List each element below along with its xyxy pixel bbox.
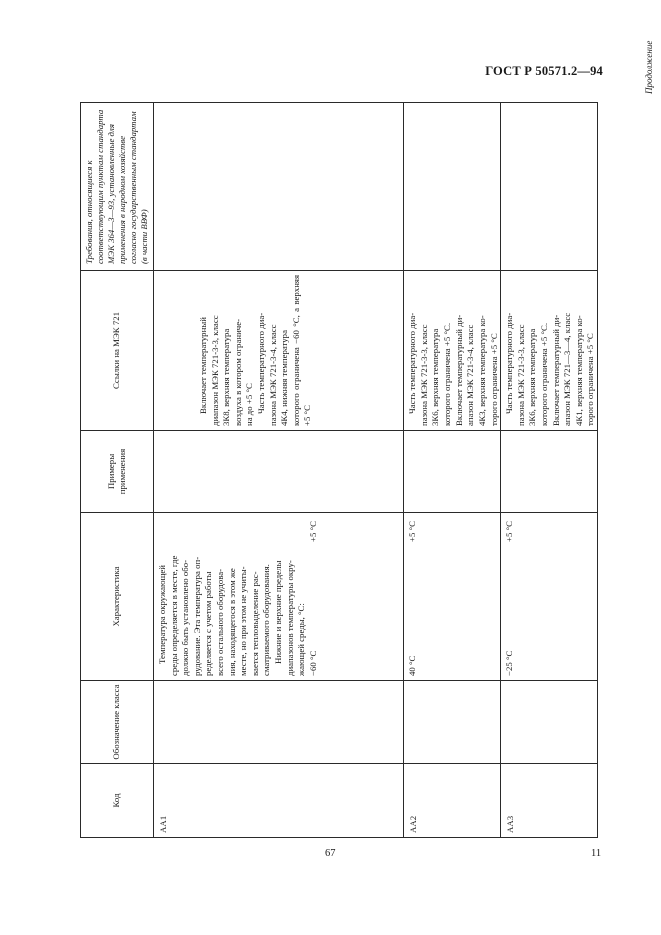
ref-line: Включает температурный [197, 317, 208, 414]
char-line: рудование. Эта температура оп- [191, 556, 202, 676]
ref-line: пазона МЭК 721-3-3, класс [515, 324, 526, 426]
range-high: +5 °С [307, 521, 318, 542]
ref-line: Включает температурный ди- [550, 314, 561, 426]
col-header-characteristic: Характеристика [81, 513, 154, 681]
col-header-examples: Примеры применения [81, 431, 154, 513]
ref-line: которого ограничена −60 °С, а верхняя +5 °С [290, 275, 313, 426]
cell-characteristic-aa2 [404, 513, 501, 681]
cell-examples-aa2 [404, 431, 501, 513]
char-line: ния, находящегося в этом же [226, 568, 237, 676]
cell-examples-aa1 [153, 431, 403, 513]
cell-class-aa3 [501, 681, 598, 764]
ref-line: Часть температурного диа- [504, 312, 515, 414]
sheet-number: 11 [591, 848, 602, 859]
table-row-aa2 [404, 103, 501, 838]
cell-reference-aa2 [404, 271, 501, 431]
char-line: диапазонов температуры окру- [284, 560, 295, 676]
cell-requirements-aa3 [501, 103, 598, 271]
cell-requirements-aa1 [153, 103, 403, 271]
ref-line: торого ограничена +5 °С [488, 333, 499, 426]
char-line: вается тепловыделение рас- [249, 571, 260, 676]
cell-class-aa1 [153, 681, 403, 764]
char-line: Нижние и верхние пределы [273, 560, 283, 664]
ref-line: 3К6, верхняя температура [527, 328, 538, 426]
ref-line: апазон МЭК 721-3-4, класс [465, 324, 476, 426]
cell-class-aa2 [404, 681, 501, 764]
table-row-aa1 [153, 103, 403, 838]
range-high: +5 °С [407, 521, 418, 542]
header-row [81, 103, 154, 838]
col-header-requirements: Требования, относящиеся к соответствующим пунктам стандарта МЭК 364—3—93, установленные для применения в народном хозяйстве согласно государственным стандартам (в части ВВФ) [81, 103, 154, 271]
ref-line: Включает температурный ди- [453, 314, 464, 426]
cell-code-aa2: АА2 [404, 764, 501, 838]
ref-line: пазона МЭК 721-3-3, класс [418, 324, 429, 426]
ref-line: апазон МЭК 721—3—4, класс [562, 312, 573, 426]
temperature-range-aa3 [501, 517, 516, 676]
ref-line: пазона МЭК 721-3-4, класс [267, 324, 278, 426]
page-number: 67 [325, 848, 336, 859]
char-line: жающей среды, °С: [296, 603, 307, 676]
cell-characteristic-aa1 [153, 513, 403, 681]
cell-reference-aa3 [501, 271, 598, 431]
table-row-aa3 [501, 103, 598, 838]
ref-line: торого ограничена +5 °С [585, 333, 596, 426]
ref-line: Часть температурного диа- [255, 312, 266, 414]
cell-code-aa1: АА1 [153, 764, 403, 838]
rotated-table-wrapper [80, 103, 598, 838]
ref-line: 4К4, нижняя температура [279, 330, 290, 426]
range-high: +5 °С [504, 521, 515, 542]
ref-line: на до +5 °С [244, 383, 255, 426]
ref-line: которого ограничена +5 °С. [442, 322, 453, 426]
ref-line: 3К6, верхняя температура [430, 328, 441, 426]
temperature-range-aa1 [308, 517, 320, 676]
ref-line: 4К1, верхняя температура ко- [573, 315, 584, 426]
ref-line: Часть температурного диа- [407, 312, 418, 414]
range-low: 40 °С [407, 655, 418, 676]
range-low: −25 °С [504, 650, 515, 676]
char-line: Температура окружающей [156, 564, 167, 664]
col-header-code: Код [81, 764, 154, 838]
ref-line: которого ограничена +5 °С. [538, 322, 549, 426]
ref-line: диапазон МЭК 721-3-3, класс [209, 315, 220, 426]
col-header-reference: Ссылки на МЭК 721 [81, 271, 154, 431]
char-line: месте, но при этом не учиты- [238, 566, 249, 676]
ref-line: 4К3, верхняя температура ко- [476, 315, 487, 426]
char-line: среды определяется в месте, где [168, 555, 179, 676]
range-low: −60 °С [307, 650, 318, 676]
cell-requirements-aa2 [404, 103, 501, 271]
cell-code-aa3: АА3 [501, 764, 598, 838]
char-line: должно быть установлено обо- [180, 559, 191, 676]
char-line: всего остального оборудова- [214, 568, 225, 676]
classification-table [80, 102, 598, 838]
char-line: ределяется с учетом работы [203, 571, 214, 676]
ref-line: 3К8, верхняя температура [221, 328, 232, 426]
continued-label: Продолжение [644, 40, 654, 94]
col-header-class: Обозначение класса [81, 681, 154, 764]
standard-code: ГОСТ Р 50571.2—94 [485, 64, 603, 78]
cell-examples-aa3 [501, 431, 598, 513]
ref-line: воздуха в котором ограниче- [232, 318, 243, 426]
cell-reference-aa1 [153, 271, 403, 431]
char-line: сматриваемого оборудования. [261, 564, 272, 676]
cell-characteristic-aa3 [501, 513, 598, 681]
temperature-range-aa2 [404, 517, 419, 676]
